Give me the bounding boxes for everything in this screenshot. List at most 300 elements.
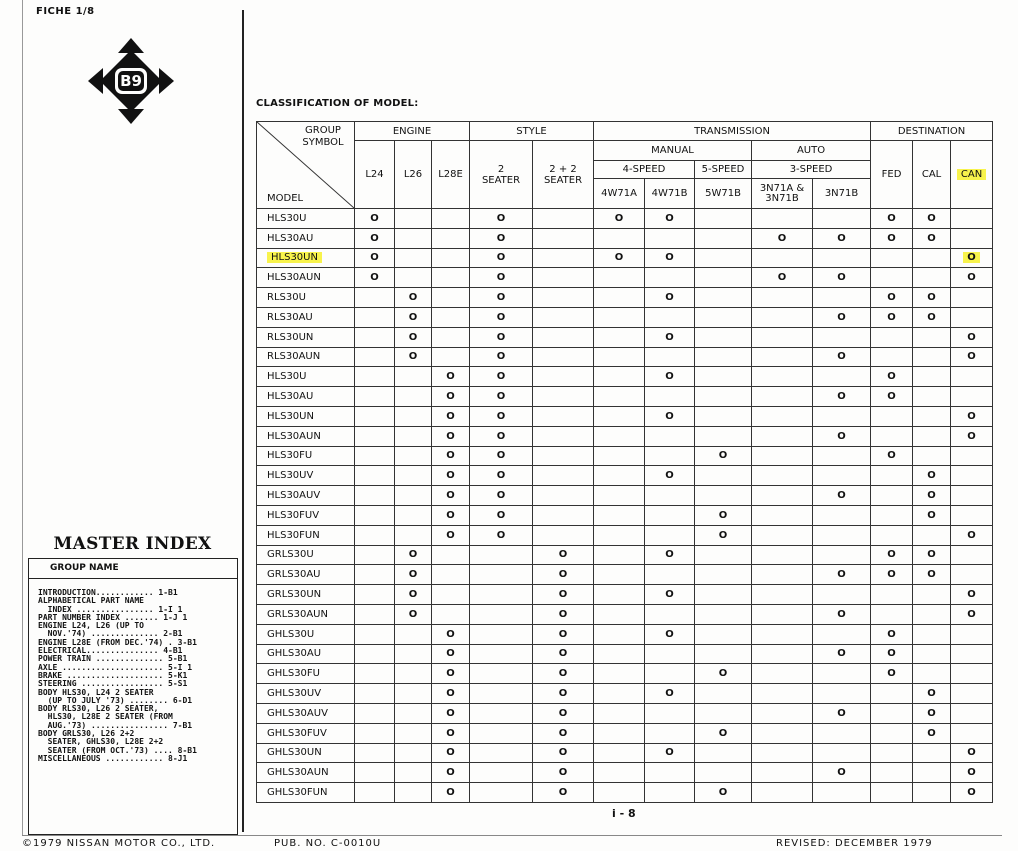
engine-l26-header: L26 [395, 141, 432, 209]
mark-cell [432, 624, 470, 644]
mark-cell [752, 585, 813, 605]
applicability-mark: O [558, 668, 568, 680]
applicability-mark: O [408, 351, 418, 363]
table-row [257, 347, 993, 367]
table-row [257, 327, 993, 347]
mark-cell [871, 307, 913, 327]
applicability-mark: O [665, 410, 674, 422]
mark-cell [594, 387, 645, 407]
mark-cell [813, 585, 871, 605]
group-symbol-model-header [257, 122, 355, 209]
mark-cell [395, 426, 432, 446]
mark-cell [913, 347, 951, 367]
section-logo-icon [88, 38, 174, 124]
mark-cell [395, 486, 432, 506]
mark-cell [533, 446, 594, 466]
mark-cell [752, 743, 813, 763]
model-cell [257, 545, 355, 565]
table-row [257, 268, 993, 288]
model-code: GHLS30FU [267, 668, 320, 680]
mark-cell [533, 209, 594, 229]
mark-cell [951, 307, 993, 327]
applicability-mark: O [496, 430, 506, 442]
mark-cell [752, 783, 813, 803]
mark-cell [913, 723, 951, 743]
mark-cell [470, 387, 533, 407]
mark-cell [355, 743, 395, 763]
mark-cell [913, 505, 951, 525]
mark-cell [432, 505, 470, 525]
mark-cell [752, 367, 813, 387]
applicability-mark: O [558, 549, 568, 561]
model-code: GRLS30AU [267, 569, 321, 581]
mark-cell [951, 367, 993, 387]
mark-cell [645, 664, 695, 684]
mark-cell [913, 387, 951, 407]
mark-cell [752, 624, 813, 644]
mark-cell [470, 505, 533, 525]
mark-cell [951, 426, 993, 446]
mark-cell [432, 545, 470, 565]
mark-cell [355, 763, 395, 783]
group-index-list [38, 589, 236, 763]
model-code: HLS30UN [267, 410, 314, 422]
mark-cell [533, 545, 594, 565]
mark-cell [594, 783, 645, 803]
mark-cell [533, 268, 594, 288]
mark-cell [695, 466, 752, 486]
mark-cell [533, 565, 594, 585]
mark-cell [470, 585, 533, 605]
applicability-mark: O [446, 648, 455, 660]
mark-cell [395, 644, 432, 664]
mark-cell [594, 545, 645, 565]
applicability-mark: O [370, 252, 379, 264]
mark-cell [752, 327, 813, 347]
model-cell [257, 644, 355, 664]
mark-cell [813, 288, 871, 308]
group-index-item: POWER TRAIN .............. 5-B1 [38, 655, 188, 664]
model-cell [257, 327, 355, 347]
mark-cell [355, 327, 395, 347]
model-cell [257, 387, 355, 407]
table-row [257, 664, 993, 684]
mark-cell [594, 644, 645, 664]
mark-cell [594, 288, 645, 308]
mark-cell [395, 209, 432, 229]
mark-cell [752, 545, 813, 565]
mark-cell [355, 505, 395, 525]
mark-cell [533, 505, 594, 525]
mark-cell [645, 545, 695, 565]
applicability-mark: O [446, 707, 455, 719]
applicability-mark: O [837, 430, 846, 442]
mark-cell [470, 367, 533, 387]
mark-cell [645, 367, 695, 387]
mark-cell [470, 644, 533, 664]
model-label: MODEL [267, 193, 304, 204]
mark-cell [645, 684, 695, 704]
mark-cell [470, 307, 533, 327]
applicability-mark: O [558, 648, 568, 660]
mark-cell [470, 209, 533, 229]
applicability-mark: O [967, 430, 976, 442]
mark-cell [594, 426, 645, 446]
mark-cell [355, 703, 395, 723]
table-row [257, 209, 993, 229]
mark-cell [913, 763, 951, 783]
mark-cell [645, 466, 695, 486]
applicability-mark: O [927, 727, 936, 739]
applicability-mark: O [967, 747, 976, 759]
mark-cell [695, 307, 752, 327]
mark-cell [695, 525, 752, 545]
mark-cell [432, 228, 470, 248]
applicability-mark: O [446, 490, 455, 502]
mark-cell [752, 525, 813, 545]
mark-cell [695, 763, 752, 783]
mark-cell [594, 743, 645, 763]
manual-header: MANUAL [594, 141, 752, 161]
group-index-item: HLS30, L28E 2 SEATER (FROM [38, 713, 173, 722]
mark-cell [813, 307, 871, 327]
applicability-mark: O [967, 787, 976, 798]
group-index-item: SEATER, GHLS30, L28E 2+2 [38, 738, 164, 747]
mark-cell [951, 783, 993, 803]
mark-cell [871, 604, 913, 624]
mark-cell [951, 743, 993, 763]
applicability-mark: O [887, 450, 896, 462]
mark-cell [813, 565, 871, 585]
mark-cell [752, 288, 813, 308]
applicability-mark: O [967, 351, 976, 363]
applicability-mark: O [446, 509, 455, 521]
mark-cell [432, 406, 470, 426]
applicability-mark: O [777, 272, 787, 284]
mark-cell [432, 585, 470, 605]
mark-cell [645, 268, 695, 288]
mark-cell [871, 624, 913, 644]
applicability-mark: O [718, 529, 728, 541]
mark-cell [813, 387, 871, 407]
mark-cell [355, 486, 395, 506]
applicability-mark: O [408, 292, 418, 304]
mark-cell [913, 486, 951, 506]
applicability-mark: O [927, 549, 936, 561]
mark-cell [752, 565, 813, 585]
style-2plus2-seater-header: 2 + 2 SEATER [533, 141, 594, 209]
mark-cell [645, 288, 695, 308]
mark-cell [594, 525, 645, 545]
mark-cell [533, 723, 594, 743]
table-row [257, 466, 993, 486]
table-row [257, 624, 993, 644]
model-cell [257, 426, 355, 446]
applicability-mark: O [446, 371, 455, 383]
mark-cell [645, 327, 695, 347]
mark-cell [752, 347, 813, 367]
applicability-mark: O [718, 787, 728, 798]
mark-cell [871, 783, 913, 803]
mark-cell [871, 268, 913, 288]
mark-cell [813, 347, 871, 367]
applicability-mark: O [496, 311, 506, 323]
mark-cell [645, 703, 695, 723]
mark-cell [695, 644, 752, 664]
mark-cell [752, 703, 813, 723]
mark-cell [871, 743, 913, 763]
model-code: GHLS30AU [267, 648, 322, 660]
group-index-item: INTRODUCTION............ 1-B1 [38, 589, 178, 597]
mark-cell [752, 466, 813, 486]
group-index-item: ALPHABETICAL PART NAME [38, 597, 144, 606]
fiche-label: FICHE 1/8 [36, 6, 95, 17]
applicability-mark: O [446, 767, 455, 779]
mark-cell [355, 209, 395, 229]
column-divider [242, 10, 244, 832]
trans-4w71b-header: 4W71B [645, 179, 695, 209]
applicability-mark: O [967, 589, 976, 601]
applicability-mark: O [665, 371, 674, 383]
mark-cell [432, 664, 470, 684]
applicability-mark: O [967, 331, 976, 343]
mark-cell [432, 288, 470, 308]
applicability-mark: O [967, 410, 976, 422]
mark-cell [470, 703, 533, 723]
group-index-item: AUG.'73) ................ 7-B1 [38, 721, 193, 730]
applicability-mark: O [558, 608, 568, 620]
applicability-mark: O [887, 371, 896, 383]
model-cell [257, 684, 355, 704]
applicability-mark: O [446, 430, 455, 442]
applicability-mark: O [496, 371, 506, 383]
mark-cell [355, 288, 395, 308]
mark-cell [951, 209, 993, 229]
destination-header: DESTINATION [871, 122, 993, 141]
mark-cell [871, 288, 913, 308]
engine-l28e-header: L28E [432, 141, 470, 209]
mark-cell [594, 703, 645, 723]
mark-cell [695, 703, 752, 723]
applicability-mark: O [665, 252, 674, 264]
mark-cell [594, 307, 645, 327]
mark-cell [432, 466, 470, 486]
mark-cell [813, 624, 871, 644]
mark-cell [432, 307, 470, 327]
classification-title: CLASSIFICATION OF MODEL: [256, 98, 419, 109]
mark-cell [594, 228, 645, 248]
applicability-mark: O [887, 232, 896, 244]
mark-cell [395, 624, 432, 644]
mark-cell [594, 763, 645, 783]
mark-cell [395, 288, 432, 308]
model-cell [257, 248, 355, 268]
applicability-mark: O [837, 311, 846, 323]
mark-cell [645, 426, 695, 446]
model-cell [257, 525, 355, 545]
applicability-mark: O [887, 668, 896, 680]
model-code: RLS30AUN [267, 351, 321, 363]
mark-cell [913, 288, 951, 308]
mark-cell [645, 763, 695, 783]
applicability-mark: O [718, 668, 728, 680]
mark-cell [871, 703, 913, 723]
mark-cell [913, 565, 951, 585]
mark-cell [913, 664, 951, 684]
mark-cell [645, 307, 695, 327]
mark-cell [813, 209, 871, 229]
mark-cell [432, 743, 470, 763]
mark-cell [913, 585, 951, 605]
master-index-title: MASTER INDEX [53, 534, 212, 554]
mark-cell [533, 486, 594, 506]
model-cell [257, 367, 355, 387]
applicability-mark: O [408, 589, 418, 601]
mark-cell [432, 268, 470, 288]
mark-cell [695, 446, 752, 466]
mark-cell [355, 268, 395, 288]
mark-cell [645, 783, 695, 803]
mark-cell [533, 387, 594, 407]
mark-cell [594, 505, 645, 525]
applicability-mark: O [496, 252, 506, 264]
mark-cell [871, 664, 913, 684]
mark-cell [395, 248, 432, 268]
mark-cell [752, 505, 813, 525]
mark-cell [395, 743, 432, 763]
applicability-mark: O [665, 549, 674, 561]
mark-cell [355, 604, 395, 624]
applicability-mark: O [665, 470, 674, 482]
applicability-mark: O [496, 470, 506, 482]
mark-cell [355, 347, 395, 367]
mark-cell [594, 565, 645, 585]
revision-date: REVISED: DECEMBER 1979 [776, 838, 933, 849]
mark-cell [871, 228, 913, 248]
four-speed-header: 4-SPEED [594, 161, 695, 179]
applicability-mark: O [837, 707, 846, 719]
mark-cell [594, 327, 645, 347]
mark-cell [813, 228, 871, 248]
mark-cell [752, 763, 813, 783]
mark-cell [913, 684, 951, 704]
model-cell [257, 228, 355, 248]
mark-cell [871, 466, 913, 486]
table-row [257, 565, 993, 585]
mark-cell [533, 703, 594, 723]
model-code: HLS30FUV [267, 509, 320, 521]
applicability-mark: O [927, 292, 936, 304]
applicability-mark: O [558, 628, 568, 640]
mark-cell [533, 307, 594, 327]
applicability-mark: O [558, 707, 568, 719]
mark-cell [594, 446, 645, 466]
mark-cell [470, 783, 533, 803]
mark-cell [695, 684, 752, 704]
group-index-item: BODY HLS30, L24 2 SEATER [38, 688, 154, 697]
mark-cell [645, 406, 695, 426]
mark-cell [913, 327, 951, 347]
mark-cell [395, 545, 432, 565]
applicability-mark: O [837, 232, 846, 244]
mark-cell [913, 367, 951, 387]
group-index-item: STEERING ................. 5-S1 [38, 680, 188, 689]
mark-cell [871, 347, 913, 367]
mark-cell [695, 248, 752, 268]
applicability-mark: O [887, 212, 896, 224]
model-code: HLS30AUN [267, 272, 321, 284]
table-row [257, 783, 993, 803]
mark-cell [533, 288, 594, 308]
model-code: HLS30UN [267, 252, 322, 263]
trans-4w71a-header: 4W71A [594, 179, 645, 209]
mark-cell [813, 644, 871, 664]
table-row [257, 446, 993, 466]
table-row [257, 763, 993, 783]
mark-cell [695, 565, 752, 585]
mark-cell [432, 703, 470, 723]
mark-cell [951, 644, 993, 664]
mark-cell [470, 486, 533, 506]
applicability-mark: O [927, 707, 936, 719]
applicability-mark: O [408, 549, 418, 561]
mark-cell [752, 723, 813, 743]
mark-cell [395, 585, 432, 605]
mark-cell [752, 664, 813, 684]
mark-cell [913, 209, 951, 229]
mark-cell [533, 228, 594, 248]
mark-cell [913, 783, 951, 803]
mark-cell [951, 327, 993, 347]
mark-cell [432, 644, 470, 664]
mark-cell [752, 446, 813, 466]
model-code: HLS30AUV [267, 490, 321, 502]
applicability-mark: O [927, 212, 936, 224]
applicability-mark: O [927, 509, 936, 521]
mark-cell [913, 466, 951, 486]
mark-cell [951, 545, 993, 565]
mark-cell [913, 446, 951, 466]
mark-cell [533, 426, 594, 446]
model-cell [257, 743, 355, 763]
model-code: GHLS30AUV [267, 707, 328, 719]
applicability-mark: O [370, 212, 379, 224]
mark-cell [813, 743, 871, 763]
mark-cell [871, 406, 913, 426]
mark-cell [871, 585, 913, 605]
mark-cell [395, 664, 432, 684]
mark-cell [645, 486, 695, 506]
mark-cell [594, 684, 645, 704]
mark-cell [470, 565, 533, 585]
model-cell [257, 406, 355, 426]
mark-cell [470, 743, 533, 763]
mark-cell [645, 743, 695, 763]
applicability-mark: O [665, 212, 674, 224]
mark-cell [395, 406, 432, 426]
table-row [257, 525, 993, 545]
applicability-mark: O [496, 212, 506, 224]
applicability-mark: O [496, 490, 506, 502]
mark-cell [695, 664, 752, 684]
model-code: GHLS30AUN [267, 767, 329, 779]
mark-cell [533, 347, 594, 367]
mark-cell [951, 723, 993, 743]
mark-cell [594, 347, 645, 367]
mark-cell [355, 585, 395, 605]
applicability-mark: O [887, 391, 896, 403]
mark-cell [432, 347, 470, 367]
